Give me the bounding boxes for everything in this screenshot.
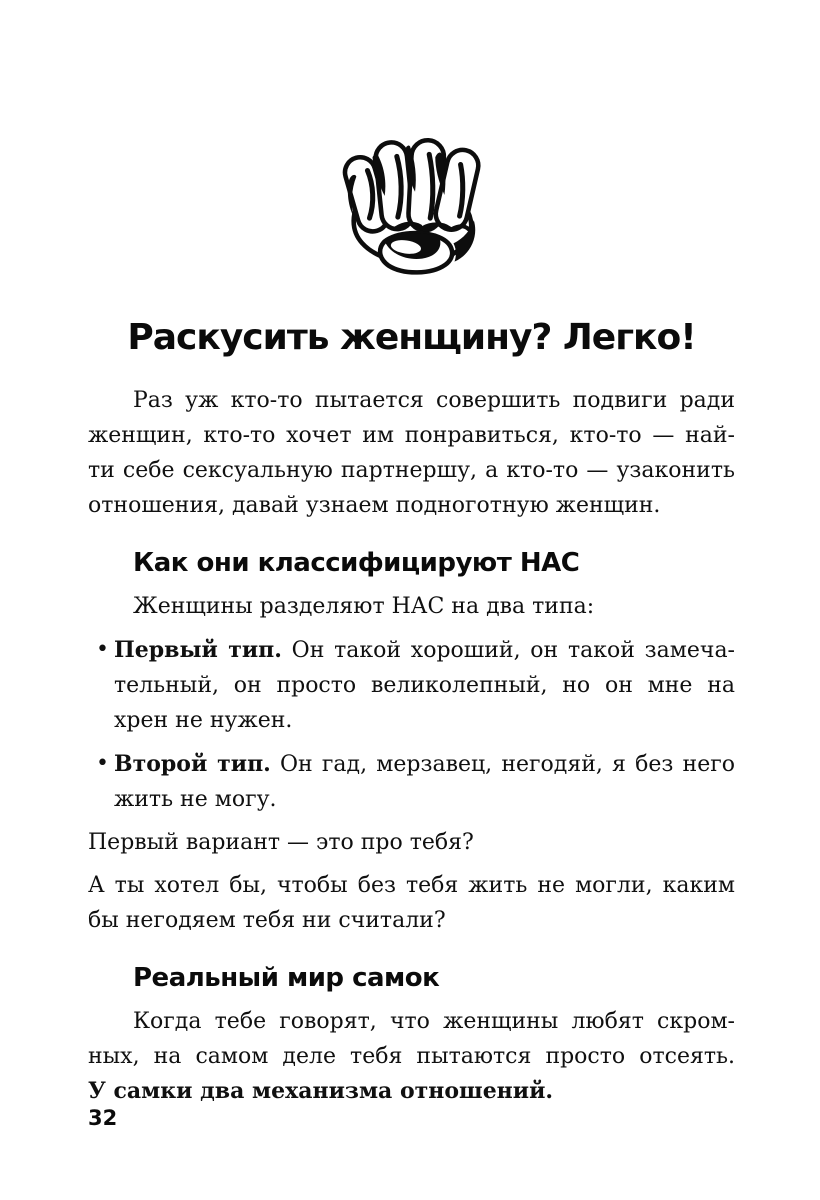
text-line: ных, на самом деле тебя пытаются просто отсеять.: [88, 1044, 735, 1069]
text-line: Первый тип. Он такой хороший, он такой замеча-: [114, 637, 735, 663]
bullet-icon: •: [96, 637, 109, 662]
bullet-icon: •: [96, 751, 109, 776]
text-line: жить не могу.: [114, 787, 277, 812]
text-line: хрен не нужен.: [114, 708, 293, 733]
text-line: женщин, кто-то хочет им понравиться, кто-то — най-: [88, 423, 735, 448]
text-line: тельный, он просто великолепный, но он мне на: [114, 673, 735, 698]
list-item: [88, 633, 735, 738]
text-line: бы негодяем тебя ни считали?: [88, 908, 446, 933]
paragraph: [88, 1004, 735, 1109]
text-line: отношения, давай узнаем подноготную женщин.: [88, 493, 661, 518]
text-line: Женщины разделяют НАС на два типа:: [133, 594, 595, 619]
paragraph: [88, 589, 735, 624]
text-line: ти себе сексуальную партнершу, а кто-то — узаконить: [88, 458, 735, 483]
text-line: А ты хотел бы, чтобы без тебя жить не могли, каким: [88, 873, 735, 898]
list-item: [88, 747, 735, 817]
fist-icon: [336, 124, 488, 291]
text-line: Первый вариант — это про тебя?: [88, 830, 474, 855]
page-number: 32: [88, 1106, 118, 1130]
section-heading: Реальный мир самок: [133, 963, 440, 993]
text-line: Когда тебе говорят, что женщины любят скром-: [133, 1009, 735, 1034]
section-heading: Как они классифицируют НАС: [133, 548, 580, 578]
chapter-title: Раскусить женщину? Легко!: [127, 317, 696, 358]
text-line: Второй тип. Он гад, мерзавец, негодяй, я без него: [114, 751, 735, 777]
paragraph: [88, 825, 735, 860]
content-blocks: [88, 383, 735, 1109]
text-line: У самки два механизма отношений.: [88, 1078, 554, 1104]
paragraph: [88, 868, 735, 938]
paragraph: [88, 383, 735, 523]
text-line: Раз уж кто-то пытается совершить подвиги ради: [133, 388, 735, 413]
